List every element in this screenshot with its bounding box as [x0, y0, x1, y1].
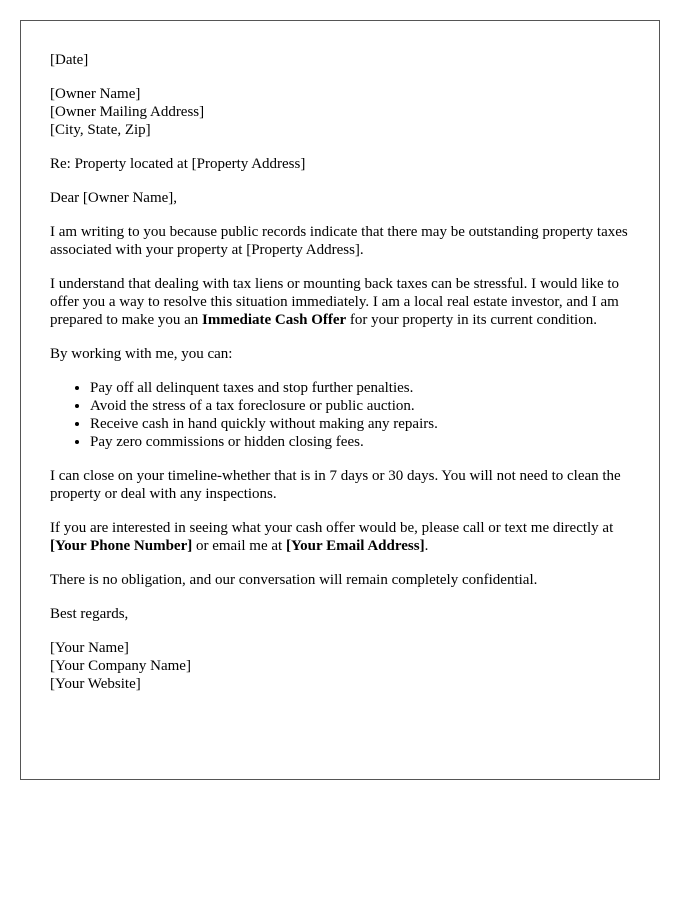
benefits-intro: By working with me, you can: [50, 346, 233, 362]
contact-paragraph [50, 519, 634, 555]
phone-number-placeholder: [Your Phone Number] [50, 538, 193, 554]
offer-text-after: for your property in its current condition. [346, 312, 597, 328]
letter-body [50, 51, 634, 709]
benefit-item: • Pay zero commissions or hidden closing fees. [90, 433, 634, 451]
salutation: Dear [Owner Name], [50, 190, 178, 206]
offer-paragraph [50, 275, 634, 329]
offer-bold-text: Immediate Cash Offer [202, 312, 347, 328]
signature-company: [Your Company Name] [50, 658, 191, 674]
letter-date: [Date] [50, 52, 89, 68]
contact-text-before: If you are interested in seeing what your cash offer would be, please call or text me directly at [50, 520, 614, 536]
no-obligation-paragraph: There is no obligation, and our conversation will remain completely confidential. [50, 572, 538, 588]
closing: Best regards, [50, 606, 129, 622]
benefit-item: • Receive cash in hand quickly without making any repairs. [90, 415, 634, 433]
email-address-placeholder: [Your Email Address] [285, 538, 425, 554]
signature-name: [Your Name] [50, 640, 129, 656]
recipient-name: [Owner Name] [50, 86, 141, 102]
timeline-paragraph: I can close on your timeline-whether that is in 7 days or 30 days. You will not need to clean the property or deal with any inspections. [50, 468, 621, 502]
recipient-city-state-zip: [City, State, Zip] [50, 122, 151, 138]
intro-paragraph: I am writing to you because public records indicate that there may be outstanding property taxes associated with your property at [Property Address]. [50, 224, 628, 258]
recipient-address-block [50, 85, 634, 139]
benefit-item: • Avoid the stress of a tax foreclosure or public auction. [90, 397, 634, 415]
offer-text-before: I understand that dealing with tax liens or mounting back taxes can be stressful. I would like to offer you a way to resolve this situation immediately. I am a local real estate investor, and I am prepared to make you an [50, 276, 620, 328]
benefit-item: • Pay off all delinquent taxes and stop further penalties. [90, 379, 634, 397]
contact-text-middle: or email me at [192, 538, 286, 554]
contact-text-after: . [424, 538, 429, 554]
letter-page [20, 20, 660, 780]
re-line: Re: Property located at [Property Address] [50, 156, 306, 172]
signature-website: [Your Website] [50, 676, 141, 692]
benefits-list [50, 379, 634, 451]
signature-block [50, 639, 634, 693]
recipient-mailing-address: [Owner Mailing Address] [50, 104, 205, 120]
